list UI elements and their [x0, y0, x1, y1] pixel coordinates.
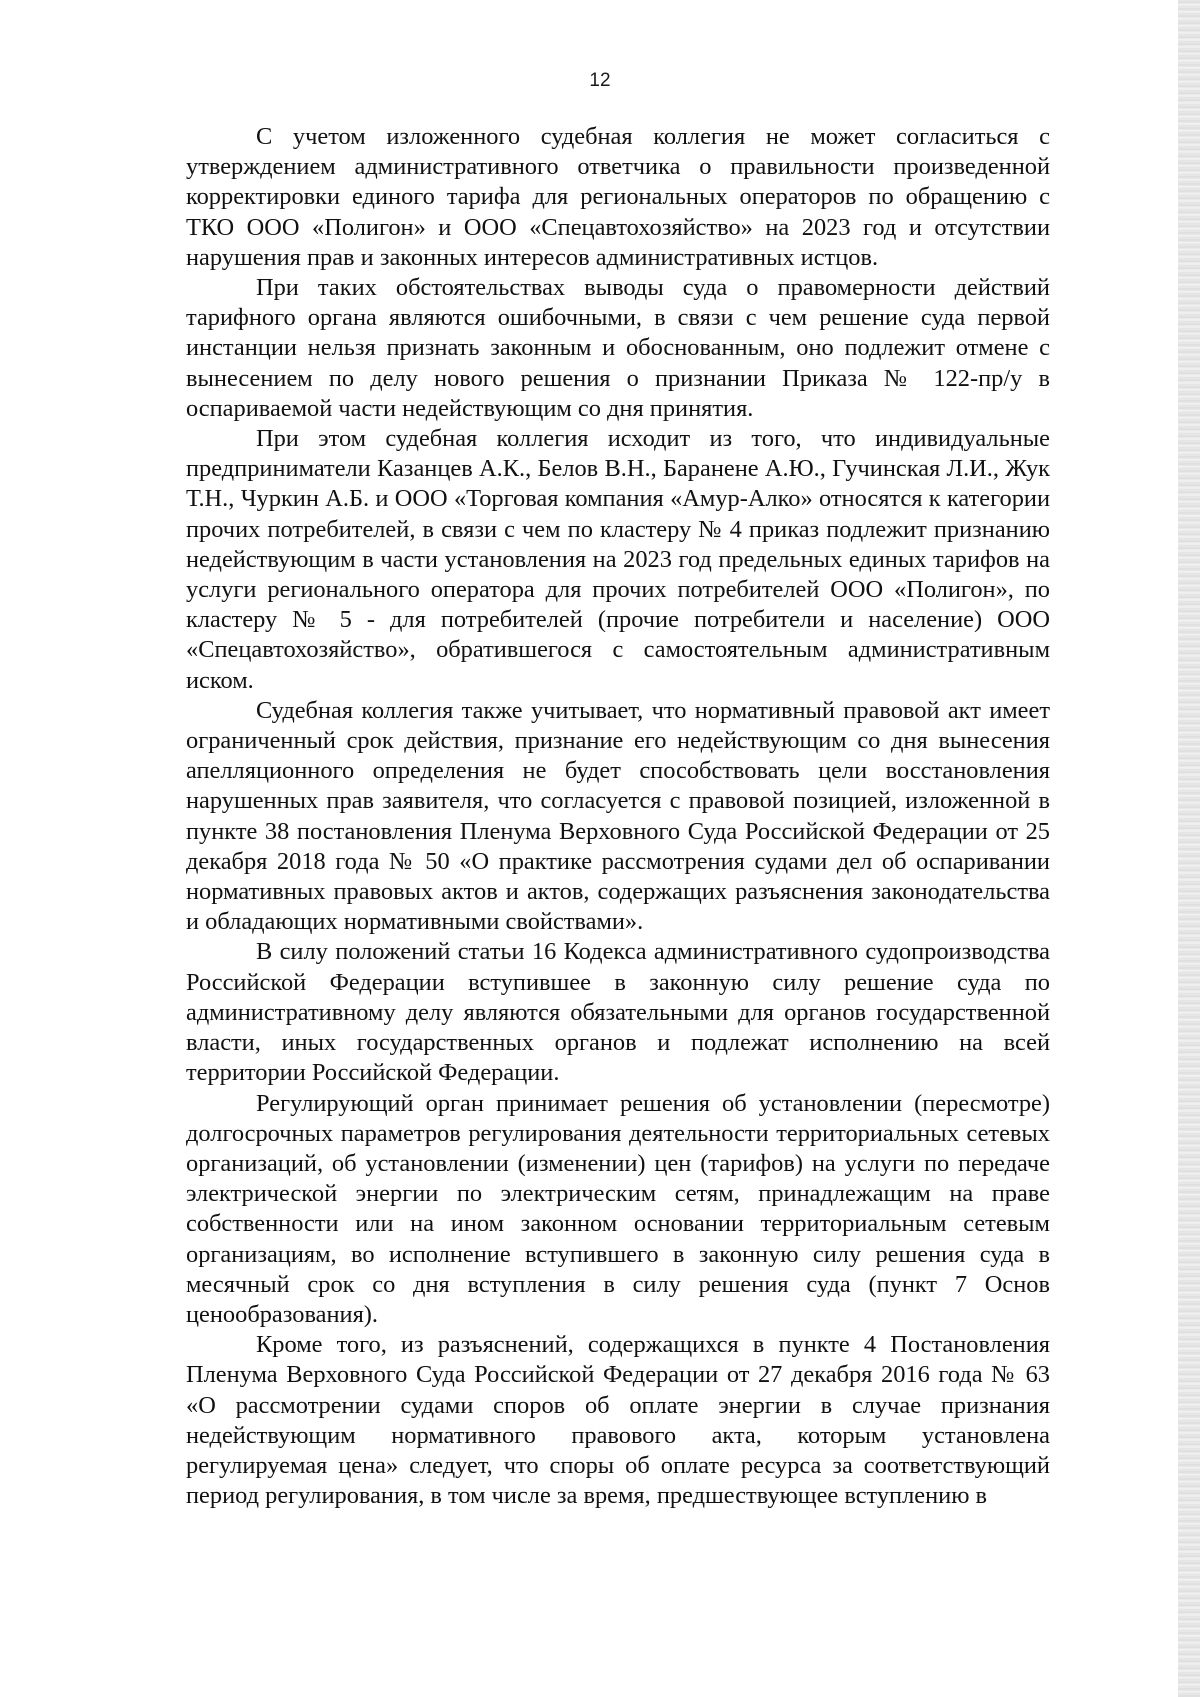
document-body: [186, 122, 1050, 1511]
paragraph-consumer-category: При этом судебная коллегия исходит из того, что индивидуальные предприниматели Казанцев А.К., Белов В.Н., Баранене А.Ю., Гучинская Л.И., Жук Т.Н., Чуркин А.Б. и ООО «Торговая компания «Амур-Алко» относятся к категории прочих потребителей, в связи с чем по кластеру № 4 приказ подлежит признанию недействующим в части установления на 2023 год предельных единых тарифов на услуги регионального оператора для прочих потребителей ООО «Полигон», по кластеру № 5 - для потребителей (прочие потребители и население) ООО «Спецавтохозяйство», обратившегося с самостоятельным административным иском.: [186, 425, 1050, 694]
paragraph-article-16: В силу положений статьи 16 Кодекса административного судопроизводства Российской Федерации вступившее в законную силу решение суда по административному делу являются обязательными для органов государственной власти, иных государственных органов и подлежат исполнению на всей территории Российской Федерации.: [186, 938, 1050, 1087]
page-number: 12: [589, 70, 611, 91]
scan-edge-shadow: [1178, 0, 1200, 1697]
paragraph-court-disagreement: С учетом изложенного судебная коллегия не может согласиться с утверждением административного ответчика о правильности произведенной корректировки единого тарифа для региональных операторов по обращению с ТКО ООО «Полигон» и ООО «Спецавтохозяйство» на 2023 год и отсутствии нарушения прав и законных интересов административных истцов.: [186, 123, 1050, 271]
paragraph-plenum-clarifications: Кроме того, из разъяснений, содержащихся в пункте 4 Постановления Пленума Верховного Суда Российской Федерации от 27 декабря 2016 года № 63 «О рассмотрении судами споров об оплате энергии в случае признания недействующим нормативного правового акта, которым установлена регулируемая цена» следует, что споры об оплате ресурса за соответствующий период регулирования, в том числе за время, предшествующее вступлению в: [186, 1331, 1050, 1510]
paragraph-regulatory-body: Регулирующий орган принимает решения об установлении (пересмотре) долгосрочных параметров регулирования деятельности территориальных сетевых организаций, об установлении (изменении) цен (тарифов) на услуги по передаче электрической энергии по электрическим сетям, принадлежащим на праве собственности или на ином законном основании территориальным сетевым организациям, во исполнение вступившего в законную силу решения суда в месячный срок со дня вступления в силу решения суда (пункт 7 Основ ценообразования).: [186, 1089, 1050, 1328]
paragraph-limited-validity: Судебная коллегия также учитывает, что нормативный правовой акт имеет ограниченный срок действия, признание его недействующим со дня вынесения апелляционного определения не будет способствовать цели восстановления нарушенных прав заявителя, что согласуется с правовой позицией, изложенной в пункте 38 постановления Пленума Верховного Суда Российской Федерации от 25 декабря 2018 года № 50 «О практике рассмотрения судами дел об оспаривании нормативных правовых актов и актов, содержащих разъяснения законодательства и обладающих нормативными свойствами».: [186, 696, 1050, 936]
paragraph-erroneous-conclusions: При таких обстоятельствах выводы суда о правомерности действий тарифного органа являются ошибочными, в связи с чем решение суда первой инстанции нельзя признать законным и обоснованным, оно подлежит отмене с вынесением по делу нового решения о признании Приказа № 122-пр/у в оспариваемой части недействующим со дня принятия.: [186, 274, 1050, 422]
